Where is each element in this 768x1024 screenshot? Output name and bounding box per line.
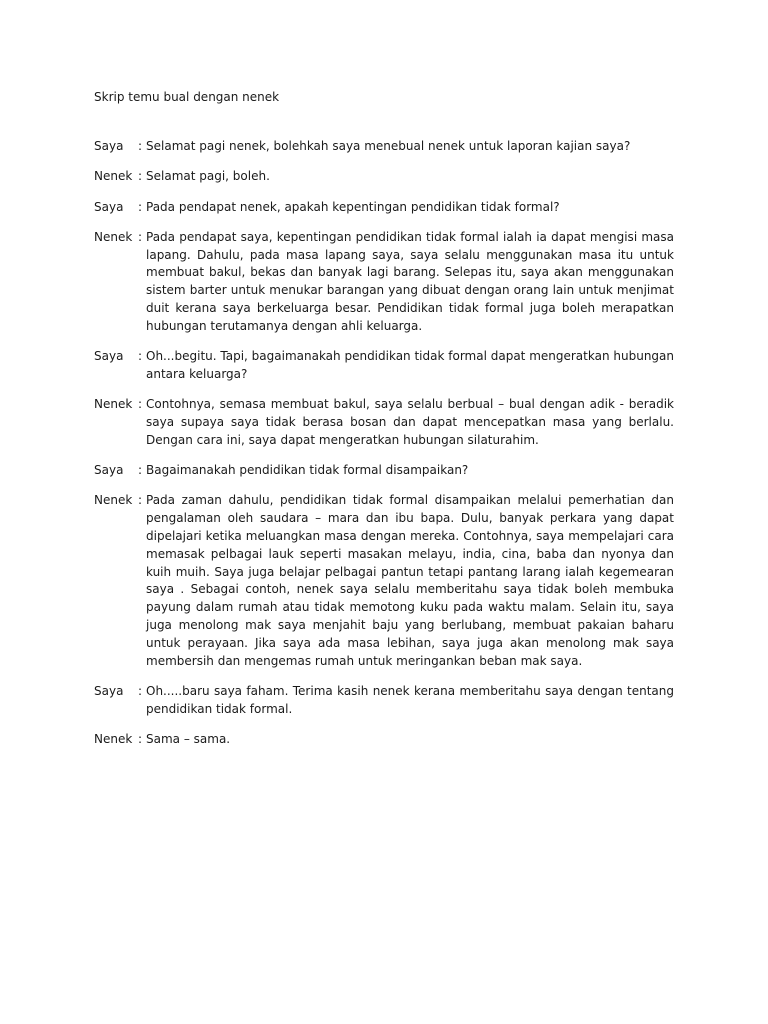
speech-text: Selamat pagi nenek, bolehkah saya menebual nenek untuk laporan kajian saya? xyxy=(146,139,631,153)
document-title: Skrip temu bual dengan nenek xyxy=(94,90,280,104)
speaker-colon: : xyxy=(138,349,143,364)
dialogue-turn xyxy=(94,396,674,449)
dialogue-turn xyxy=(94,492,674,670)
dialogue-turn xyxy=(94,683,674,719)
speaker-label: Saya xyxy=(94,463,124,478)
speech-text: Selamat pagi, boleh. xyxy=(146,169,270,184)
speaker-label: Nenek xyxy=(94,493,133,508)
dialogue-turn xyxy=(94,348,674,384)
speech-text: Bagaimanakah pendidikan tidak formal disampaikan? xyxy=(146,463,469,478)
speaker-label: Saya xyxy=(94,349,124,364)
speaker-colon: : xyxy=(138,683,143,698)
dialogue-turn xyxy=(94,138,674,156)
dialogue-turn xyxy=(94,462,674,480)
speaker-label: Saya xyxy=(94,199,124,214)
speaker-label: Saya xyxy=(94,139,124,153)
speaker-colon: : xyxy=(138,229,143,244)
speaker-label: Nenek xyxy=(94,732,133,747)
speaker-colon: : xyxy=(138,397,143,412)
speech-text: Oh.....baru saya faham. Terima kasih nenek kerana memberitahu saya dengan tentang pendidikan tidak formal. xyxy=(146,683,674,716)
speaker-colon: : xyxy=(138,463,143,478)
speaker-colon: : xyxy=(138,139,143,153)
speaker-label: Nenek xyxy=(94,229,133,244)
speaker-colon: : xyxy=(138,493,143,508)
speaker-label: Nenek xyxy=(94,397,133,412)
dialogue-turn xyxy=(94,168,674,186)
speech-text: Pada zaman dahulu, pendidikan tidak formal disampaikan melalui pemerhatian dan pengalaman oleh saudara – mara dan ibu bapa. Dulu, banyak perkara yang dapat dipelajari ketika meluangkan masa dengan mereka. Contohnya, saya mempelajari cara memasak pelbagai lauk seperti masakan melayu, india, cina, baba dan nyonya dan kuih muih. Saya juga belajar pelbagai pantun tetapi pantang larang ialah kegemearan saya . Sebagai contoh, nenek saya selalu memberitahu saya tidak boleh membuka payung dalam rumah atau tidak memotong kuku pada waktu malam. Selain itu, saya juga menolong mak saya menjahit baju yang berlubang, membuat pakaian baharu untuk perayaan. Jika saya ada masa lebihan, saya juga akan menolong mak saya membersih dan mengemas rumah untuk meringankan beban mak saya. xyxy=(146,493,674,668)
interview-transcript xyxy=(94,138,674,761)
speech-text: Contohnya, semasa membuat bakul, saya selalu berbual – bual dengan adik - beradik saya supaya saya tidak berasa bosan dan dapat mencepatkan masa yang berlalu. Dengan cara ini, saya dapat mengeratkan hubungan silaturahim. xyxy=(146,397,674,447)
speech-text: Pada pendapat saya, kepentingan pendidikan tidak formal ialah ia dapat mengisi masa lapang. Dahulu, pada masa lapang saya, saya selalu menggunakan masa itu untuk membuat bakul, bekas dan banyak lagi barang. Selepas itu, saya akan menggunakan sistem barter untuk menukar barangan yang dibuat dengan orang lain untuk menjimat duit kerana saya berkeluarga besar. Pendidikan tidak formal juga boleh merapatkan hubungan terutamanya dengan ahli keluarga. xyxy=(146,229,674,333)
speaker-colon: : xyxy=(138,169,143,184)
dialogue-turn xyxy=(94,229,674,336)
speaker-label: Nenek xyxy=(94,169,133,184)
dialogue-turn xyxy=(94,199,674,217)
speech-text: Oh...begitu. Tapi, bagaimanakah pendidikan tidak formal dapat mengeratkan hubungan antara keluarga? xyxy=(146,349,674,381)
speech-text: Pada pendapat nenek, apakah kepentingan pendidikan tidak formal? xyxy=(146,199,560,214)
speaker-colon: : xyxy=(138,199,143,214)
speaker-colon: : xyxy=(138,732,143,747)
speaker-label: Saya xyxy=(94,683,124,698)
speech-text: Sama – sama. xyxy=(146,732,231,747)
dialogue-turn xyxy=(94,731,674,749)
